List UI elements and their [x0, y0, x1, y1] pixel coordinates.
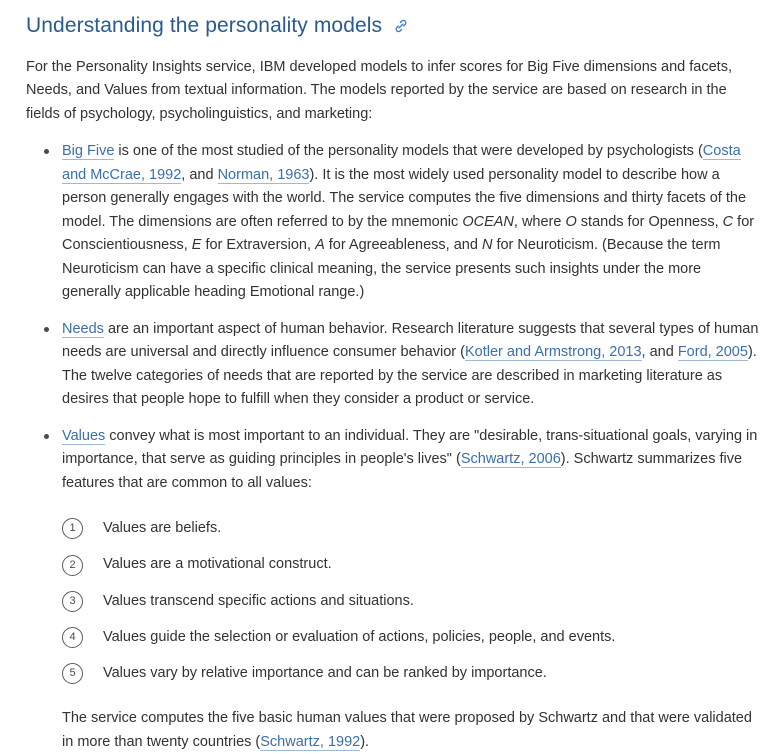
closing-text-2: ). [360, 733, 370, 750]
intro-paragraph: For the Personality Insights service, IBM developed models to infer scores for Big Five dimensions and facets, Needs, and Values from textual information. The models reported by the service are based on research in the fields of psychology, psycholinguistics, and marketing: [26, 59, 732, 122]
bullet-2-text-1: convey what is most important to an individual. They are "desirable, trans-situational goals, varying in importance, that serve as guiding principles in people's lives" ( [62, 427, 758, 468]
bullet-0-text-5: stands for Openness, [576, 213, 723, 230]
list-item [62, 517, 760, 540]
link-values[interactable]: Values [62, 427, 106, 444]
bullet-0-text-8: for Agreeableness, and [324, 237, 482, 254]
ref-kotler-armstrong-2013[interactable]: Kotler and Armstrong, 2013 [465, 344, 642, 361]
letter-n: N [481, 237, 493, 254]
bullet-0-text-7: for Extraversion, [201, 237, 316, 254]
list-item [62, 590, 760, 613]
bullet-1-text-2: , and [641, 344, 678, 361]
bullet-2-text-2: ). Schwartz summarizes five features that are common to all values: [62, 451, 743, 491]
bullet-1-text-3: ). The twelve categories of needs that are reported by the service are described in marketing literature as desires that people hope to fulfill when they consider a product or service. [62, 344, 757, 408]
bullet-0-text-6: for Conscientiousness, [62, 213, 755, 254]
item-number: 2 [62, 555, 83, 576]
link-big-five[interactable]: Big Five [62, 143, 115, 160]
item-number: 1 [62, 518, 83, 539]
list-item [62, 662, 760, 685]
item-text: Values are beliefs. [103, 520, 222, 537]
letter-a: A [315, 237, 325, 254]
bullet-1-text-1: are an important aspect of human behavior. Research literature suggests that several types of human needs are universal and directly influence consumer behavior ( [62, 320, 759, 361]
page-title-text: Understanding the personality models [26, 14, 383, 37]
item-number: 4 [62, 627, 83, 648]
letter-c: C [722, 213, 734, 230]
link-needs[interactable]: Needs [62, 320, 104, 337]
item-text: Values transcend specific actions and situations. [103, 592, 414, 609]
ref-costa-mccrae-1992[interactable]: Costa and McCrae, 1992 [62, 143, 741, 183]
ref-ford-2005[interactable]: Ford, 2005 [677, 344, 748, 361]
item-text: Values vary by relative importance and can be ranked by importance. [103, 664, 547, 681]
bullet-0-text-3: ). It is the most widely used personality model to describe how a person generally engages with the world. The service computes the five dimensions and thirty facets of the model. The dimensions are often referred to by the mnemonic [62, 166, 747, 230]
bullet-0-text-9: for Neuroticism. (Because the term Neuroticism can have a specific clinical meaning, the service presents such insights under the more generally applicable heading Emotional range.) [62, 237, 721, 301]
link-icon[interactable] [392, 17, 410, 35]
model-list [26, 140, 760, 495]
list-item [62, 425, 760, 495]
ref-schwartz-2006[interactable]: Schwartz, 2006 [460, 451, 561, 468]
bullet-0-text-4: , where [513, 213, 566, 230]
mnemonic-ocean: OCEAN [462, 213, 514, 230]
list-item [62, 626, 760, 649]
bullet-0-text-1: is one of the most studied of the personality models that were developed by psychologists ( [114, 143, 703, 160]
list-item [62, 318, 760, 412]
bullet-0-text-2: , and [181, 166, 218, 183]
closing-paragraph [26, 707, 760, 754]
list-item [62, 553, 760, 576]
item-text: Values guide the selection or evaluation of actions, policies, people, and events. [103, 628, 616, 645]
closing-text-1: The service computes the five basic human values that were proposed by Schwartz and that were validated in more than twenty countries ( [62, 710, 752, 750]
ref-norman-1963[interactable]: Norman, 1963 [217, 166, 310, 183]
ref-schwartz-1992[interactable]: Schwartz, 1992 [260, 733, 361, 750]
item-number: 3 [62, 591, 83, 612]
letter-o: O [565, 213, 577, 230]
item-number: 5 [62, 663, 83, 684]
letter-e: E [191, 237, 202, 254]
item-text: Values are a motivational construct. [103, 556, 332, 573]
page-title [26, 14, 760, 38]
values-features-list [26, 517, 760, 685]
list-item [62, 140, 760, 304]
